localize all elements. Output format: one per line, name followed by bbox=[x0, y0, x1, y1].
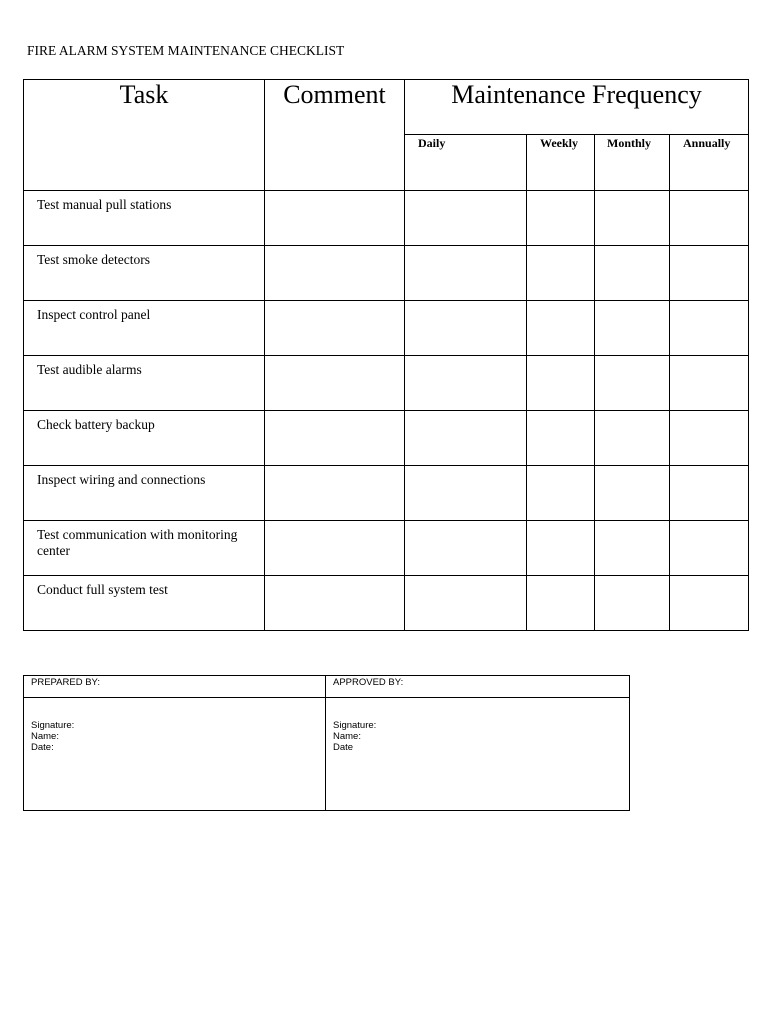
frequency-weekly-cell[interactable] bbox=[527, 576, 595, 631]
frequency-weekly-header: Weekly bbox=[527, 135, 595, 191]
frequency-header: Maintenance Frequency bbox=[405, 80, 749, 135]
comment-cell[interactable] bbox=[265, 191, 405, 246]
comment-cell[interactable] bbox=[265, 576, 405, 631]
frequency-annually-header: Annually bbox=[670, 135, 749, 191]
frequency-daily-cell[interactable] bbox=[405, 356, 527, 411]
task-cell: Inspect control panel bbox=[24, 301, 265, 356]
frequency-daily-cell[interactable] bbox=[405, 191, 527, 246]
frequency-monthly-cell[interactable] bbox=[595, 356, 670, 411]
frequency-weekly-cell[interactable] bbox=[527, 466, 595, 521]
frequency-daily-cell[interactable] bbox=[405, 411, 527, 466]
comment-header: Comment bbox=[265, 80, 405, 191]
header-row bbox=[24, 80, 749, 135]
comment-cell[interactable] bbox=[265, 301, 405, 356]
frequency-annually-cell[interactable] bbox=[670, 466, 749, 521]
comment-cell[interactable] bbox=[265, 521, 405, 576]
approved-name-label: Name: bbox=[333, 731, 361, 742]
frequency-monthly-cell[interactable] bbox=[595, 521, 670, 576]
frequency-monthly-cell[interactable] bbox=[595, 411, 670, 466]
frequency-annually-cell[interactable] bbox=[670, 411, 749, 466]
table-row bbox=[24, 466, 749, 521]
frequency-weekly-cell[interactable] bbox=[527, 191, 595, 246]
comment-cell[interactable] bbox=[265, 356, 405, 411]
frequency-weekly-cell[interactable] bbox=[527, 246, 595, 301]
task-cell: Test smoke detectors bbox=[24, 246, 265, 301]
frequency-weekly-cell[interactable] bbox=[527, 411, 595, 466]
frequency-monthly-cell[interactable] bbox=[595, 466, 670, 521]
frequency-daily-cell[interactable] bbox=[405, 246, 527, 301]
frequency-annually-cell[interactable] bbox=[670, 356, 749, 411]
frequency-weekly-cell[interactable] bbox=[527, 356, 595, 411]
task-cell: Test audible alarms bbox=[24, 356, 265, 411]
table-row bbox=[24, 356, 749, 411]
task-cell: Test communication with monitoring center bbox=[24, 521, 265, 576]
table-row bbox=[24, 246, 749, 301]
frequency-weekly-cell[interactable] bbox=[527, 301, 595, 356]
approved-by-header: APPROVED BY: bbox=[326, 676, 630, 698]
task-header: Task bbox=[24, 80, 265, 191]
maintenance-checklist-table bbox=[23, 79, 749, 631]
task-cell: Check battery backup bbox=[24, 411, 265, 466]
signoff-body-row bbox=[24, 698, 630, 811]
frequency-daily-cell[interactable] bbox=[405, 301, 527, 356]
frequency-monthly-header: Monthly bbox=[595, 135, 670, 191]
frequency-annually-cell[interactable] bbox=[670, 576, 749, 631]
approved-date-label: Date bbox=[333, 742, 354, 753]
approved-signature-label: Signature: bbox=[333, 720, 377, 731]
signoff-header-row bbox=[24, 676, 630, 698]
task-cell: Inspect wiring and connections bbox=[24, 466, 265, 521]
table-row bbox=[24, 411, 749, 466]
prepared-by-header: PREPARED BY: bbox=[24, 676, 326, 698]
task-cell: Test manual pull stations bbox=[24, 191, 265, 246]
approved-by-block[interactable] bbox=[326, 698, 630, 811]
frequency-daily-cell[interactable] bbox=[405, 521, 527, 576]
prepared-by-block[interactable] bbox=[24, 698, 326, 811]
task-cell: Conduct full system test bbox=[24, 576, 265, 631]
comment-cell[interactable] bbox=[265, 411, 405, 466]
frequency-daily-cell[interactable] bbox=[405, 576, 527, 631]
document-title: FIRE ALARM SYSTEM MAINTENANCE CHECKLIST bbox=[27, 43, 345, 58]
frequency-daily-cell[interactable] bbox=[405, 466, 527, 521]
frequency-annually-cell[interactable] bbox=[670, 246, 749, 301]
comment-cell[interactable] bbox=[265, 466, 405, 521]
frequency-monthly-cell[interactable] bbox=[595, 301, 670, 356]
prepared-signature-label: Signature: bbox=[31, 720, 75, 731]
frequency-annually-cell[interactable] bbox=[670, 191, 749, 246]
frequency-weekly-cell[interactable] bbox=[527, 521, 595, 576]
signoff-table bbox=[23, 675, 630, 811]
table-row bbox=[24, 521, 749, 576]
frequency-monthly-cell[interactable] bbox=[595, 576, 670, 631]
table-row bbox=[24, 301, 749, 356]
frequency-annually-cell[interactable] bbox=[670, 521, 749, 576]
comment-cell[interactable] bbox=[265, 246, 405, 301]
table-row bbox=[24, 576, 749, 631]
frequency-daily-header: Daily bbox=[405, 135, 527, 191]
prepared-date-label: Date: bbox=[31, 742, 54, 753]
prepared-name-label: Name: bbox=[31, 731, 59, 742]
frequency-monthly-cell[interactable] bbox=[595, 246, 670, 301]
frequency-monthly-cell[interactable] bbox=[595, 191, 670, 246]
frequency-annually-cell[interactable] bbox=[670, 301, 749, 356]
table-row bbox=[24, 191, 749, 246]
